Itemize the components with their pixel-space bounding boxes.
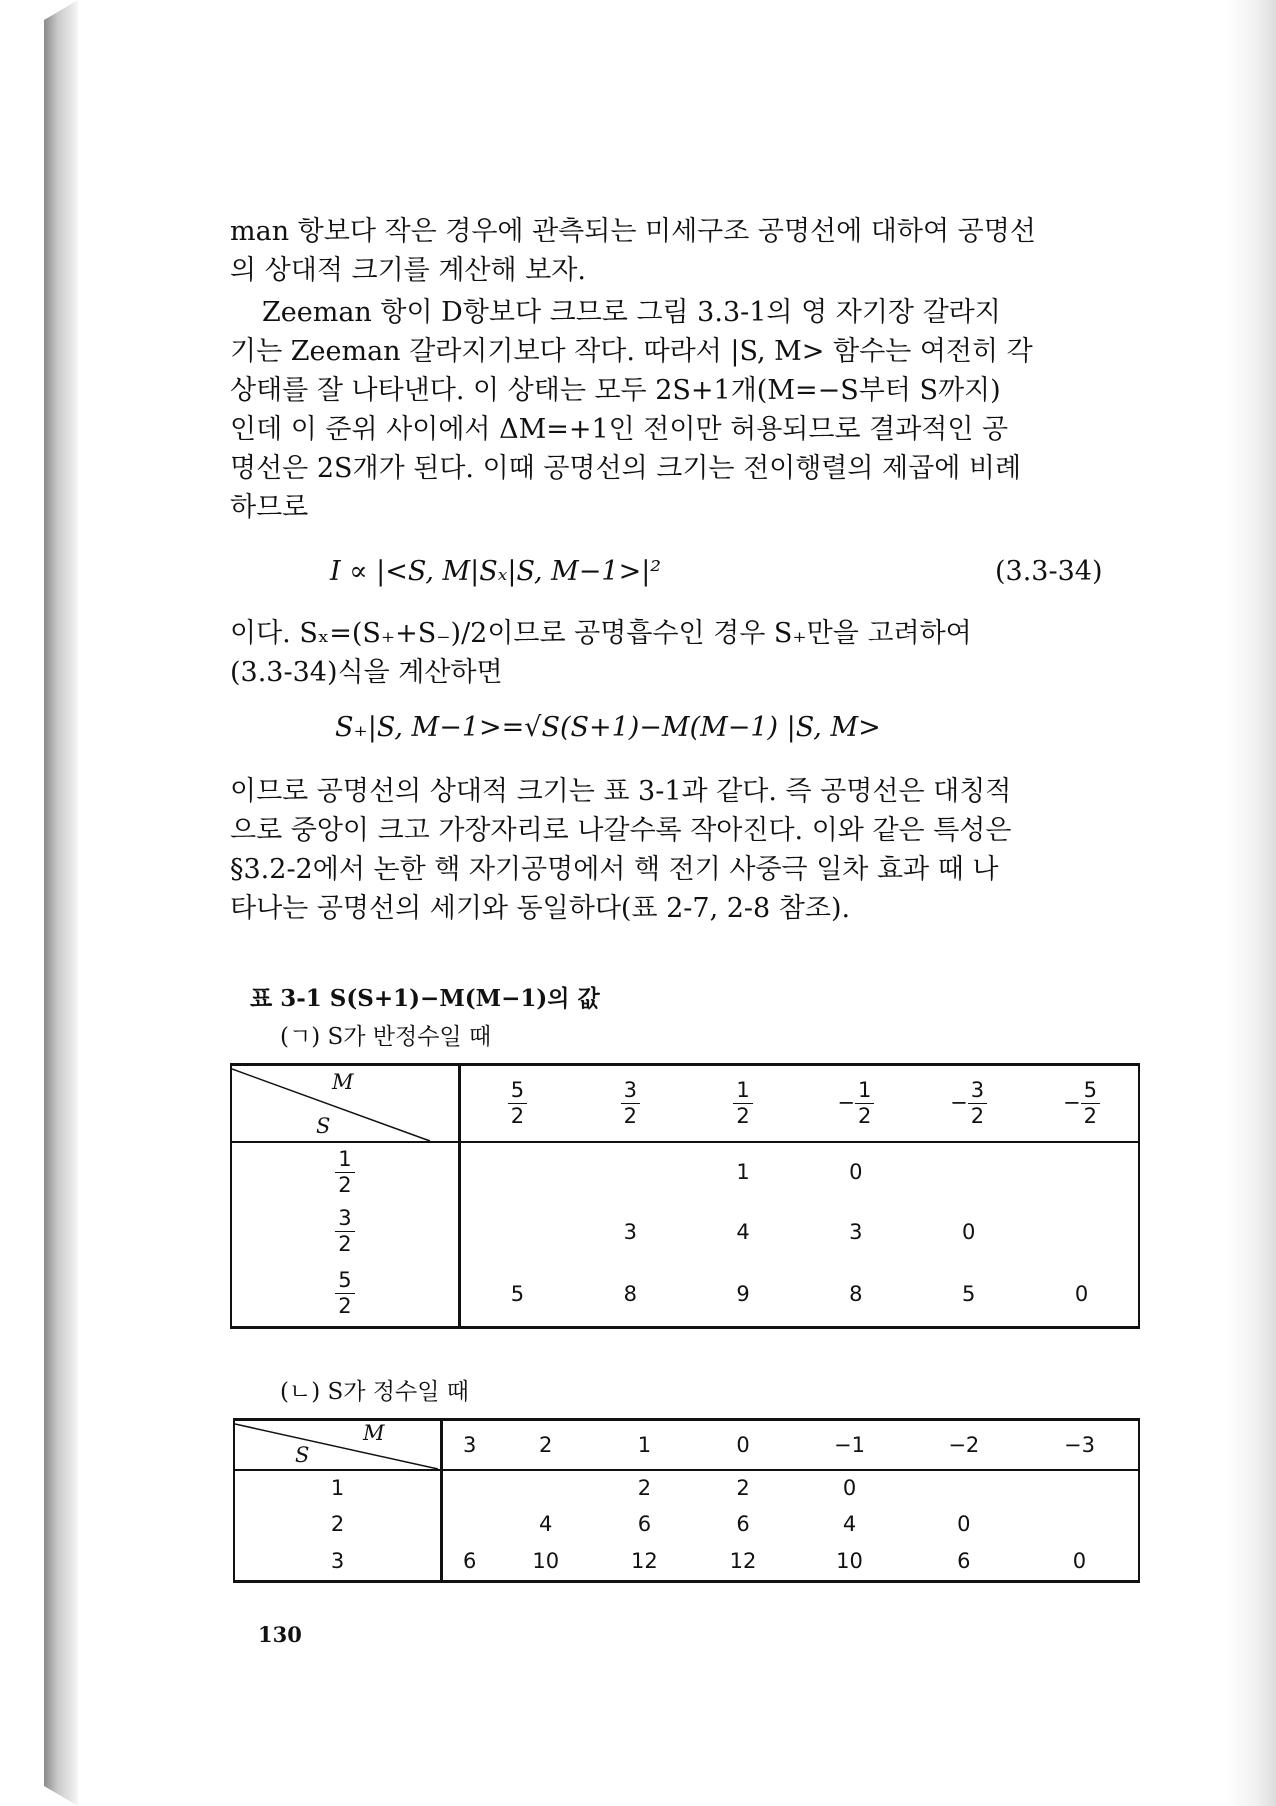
- equation-3-3-34: I ∝ |<S, M|Sₓ|S, M−1>|²: [330, 556, 662, 587]
- table-cell: [459, 1142, 573, 1202]
- table-cell: 0: [961, 1219, 976, 1244]
- fraction-den: 2: [510, 1103, 525, 1128]
- fraction: [968, 1077, 987, 1128]
- table-row: [231, 1262, 1139, 1328]
- fraction-den: 2: [857, 1103, 872, 1128]
- table-cell: 4: [842, 1511, 857, 1536]
- table-row: [234, 1542, 1139, 1582]
- table-b-row-header: 3: [234, 1542, 442, 1582]
- table-row: [234, 1506, 1139, 1542]
- paragraph-2: [230, 293, 1136, 527]
- table-a-col-header: [574, 1065, 687, 1142]
- book-spine-shadow: [44, 0, 78, 1806]
- table-b-m-label: M: [363, 1421, 385, 1445]
- table-cell: 8: [623, 1281, 637, 1306]
- table-a-col-header: [912, 1065, 1025, 1142]
- paragraph-3-line: 이다. Sₓ=(S₊+S₋)/2이므로 공명흡수인 경우 S₊만을 고려하여: [230, 618, 972, 649]
- table-cell: 4: [736, 1219, 750, 1244]
- table-caption: 표 3-1 S(S+1)−M(M−1)의 값: [250, 985, 600, 1012]
- minus-sign: −: [837, 1090, 855, 1115]
- table-cell: [442, 1470, 497, 1506]
- table-b-col-header: −3: [1021, 1420, 1139, 1470]
- fraction: [733, 1077, 752, 1128]
- table-row: [231, 1202, 1139, 1262]
- table-cell: [574, 1142, 687, 1202]
- table-cell: 0: [1025, 1262, 1139, 1328]
- table-cell: [442, 1506, 497, 1542]
- fraction-den: 2: [623, 1103, 637, 1128]
- table-cell: 6: [637, 1511, 652, 1536]
- table-b-col-header: 3: [463, 1432, 477, 1457]
- diagonal-line: [235, 1421, 440, 1471]
- fraction-num: 1: [335, 1149, 354, 1173]
- table-row: [234, 1470, 1139, 1506]
- table-cell: 12: [631, 1548, 658, 1573]
- paragraph-4-line: §3.2-2에서 논한 핵 자기공명에서 핵 전기 사중극 일차 효과 때 나: [230, 854, 999, 885]
- fraction-num: 3: [968, 1080, 987, 1104]
- table-a-subtitle: (ㄱ) S가 반정수일 때: [280, 1024, 492, 1050]
- table-cell: 6: [463, 1548, 477, 1573]
- table-cell: 10: [532, 1548, 560, 1573]
- fraction-num: 5: [508, 1080, 527, 1104]
- fraction-den: 2: [736, 1103, 750, 1128]
- table-a-col-header: [799, 1065, 912, 1142]
- paragraph-3-line: (3.3-34)식을 계산하면: [230, 657, 503, 688]
- table-a-row-header: [231, 1202, 459, 1262]
- table-a-s-label: S: [316, 1114, 331, 1138]
- table-cell: 5: [510, 1281, 525, 1306]
- table-cell: [1021, 1470, 1139, 1506]
- table-a-row-header: [231, 1142, 459, 1202]
- fraction: [508, 1077, 527, 1128]
- minus-sign: −: [950, 1090, 968, 1115]
- equation-raising-operator: S₊|S, M−1>=√S(S+1)−M(M−1) |S, M>: [335, 712, 881, 743]
- fraction: [335, 1146, 354, 1197]
- table-cell: 9: [736, 1281, 750, 1306]
- fraction-num: 5: [335, 1270, 354, 1294]
- table-cell: [1025, 1202, 1139, 1262]
- table-b-col-header: −2: [948, 1432, 980, 1457]
- table-b-col-header: −1: [834, 1432, 865, 1457]
- table-cell: 0: [1021, 1542, 1139, 1582]
- page-edge-shadow: [1226, 0, 1276, 1806]
- table-b-row-header: 2: [234, 1506, 442, 1542]
- table-cell: 8: [849, 1281, 863, 1306]
- paragraph-2-line: 명선은 2S개가 된다. 이때 공명선의 크기는 전이행렬의 제곱에 비례: [230, 453, 1022, 484]
- paragraph-1-line: 의 상대적 크기를 계산해 보자.: [230, 255, 586, 286]
- table-a-row-header: [231, 1262, 459, 1328]
- fraction: [621, 1077, 640, 1128]
- table-cell: 2: [637, 1476, 652, 1500]
- table-b: [233, 1418, 1140, 1583]
- paragraph-2-line: 인데 이 준위 사이에서 ΔM=+1인 전이만 허용되므로 결과적인 공: [230, 414, 1009, 445]
- table-a-col-header: [1025, 1065, 1139, 1142]
- table-cell: 6: [736, 1511, 750, 1536]
- table-cell: 3: [849, 1219, 863, 1244]
- table-a-m-label: M: [332, 1070, 354, 1094]
- paragraph-2-line: Zeeman 항이 D항보다 크므로 그림 3.3-1의 영 자기장 갈라지: [262, 297, 1001, 328]
- table-cell: [1025, 1142, 1139, 1202]
- table-cell: [1021, 1506, 1139, 1542]
- table-cell: [459, 1202, 573, 1262]
- fraction: [855, 1077, 874, 1128]
- paragraph-3: [230, 614, 1136, 692]
- table-a-col-header: [459, 1065, 573, 1142]
- fraction-den: 2: [338, 1232, 352, 1256]
- table-cell: [912, 1142, 1025, 1202]
- table-cell: 3: [623, 1219, 637, 1244]
- paragraph-4-line: 타나는 공명선의 세기와 동일하다(표 2-7, 2-8 참조).: [230, 893, 851, 924]
- fraction-num: 3: [621, 1080, 640, 1104]
- fraction-num: 1: [733, 1080, 752, 1104]
- table-b-col-header: 2: [539, 1432, 553, 1457]
- table-b-col-header: 1: [637, 1432, 652, 1457]
- table-b-col-header: 0: [736, 1432, 750, 1457]
- table-b-subtitle: (ㄴ) S가 정수일 때: [280, 1379, 469, 1405]
- fraction: [335, 1270, 354, 1317]
- fraction-den: 2: [338, 1172, 352, 1197]
- fraction-num: 1: [855, 1080, 874, 1104]
- table-row: [231, 1142, 1139, 1202]
- table-cell: [496, 1470, 595, 1506]
- page-number: 130: [258, 1622, 302, 1647]
- paragraph-2-line: 하므로: [230, 492, 309, 523]
- table-cell: 5: [961, 1281, 976, 1306]
- paragraph-4: [230, 772, 1136, 928]
- table-cell: 0: [842, 1476, 857, 1500]
- fraction-num: 3: [335, 1208, 354, 1232]
- table-cell: 2: [736, 1476, 750, 1500]
- table-cell: 10: [836, 1548, 863, 1573]
- table-cell: 4: [539, 1511, 553, 1536]
- table-cell: 6: [957, 1548, 971, 1573]
- table-b-row-header: 1: [234, 1470, 442, 1506]
- table-cell: [907, 1470, 1021, 1506]
- table-cell: 0: [957, 1511, 971, 1536]
- table-b-s-label: S: [295, 1443, 310, 1467]
- fraction: [335, 1208, 354, 1255]
- fraction-num: 5: [1081, 1080, 1100, 1104]
- table-a-corner: [231, 1065, 459, 1142]
- minus-sign: −: [1063, 1090, 1081, 1115]
- table-cell: 1: [736, 1160, 750, 1184]
- table-a-col-header: [687, 1065, 800, 1142]
- paragraph-1: [230, 212, 1136, 290]
- table-a: [230, 1063, 1140, 1329]
- paragraph-2-line: 기는 Zeeman 갈라지기보다 작다. 따라서 |S, M> 함수는 여전히 각: [230, 336, 1033, 367]
- paragraph-2-line: 상태를 잘 나타낸다. 이 상태는 모두 2S+1개(M=−S부터 S까지): [230, 375, 1001, 406]
- paragraph-1-line: man 항보다 작은 경우에 관측되는 미세구조 공명선에 대하여 공명선: [230, 216, 1036, 247]
- equation-number: (3.3-34): [995, 556, 1103, 587]
- paragraph-4-line: 으로 중앙이 크고 가장자리로 나갈수록 작아진다. 이와 같은 특성은: [230, 815, 1012, 846]
- fraction-den: 2: [1083, 1103, 1097, 1128]
- table-cell: 12: [729, 1548, 757, 1573]
- paragraph-4-line: 이므로 공명선의 상대적 크기는 표 3-1과 같다. 즉 공명선은 대칭적: [230, 776, 1012, 807]
- table-cell: 0: [849, 1160, 863, 1184]
- fraction-den: 2: [970, 1103, 985, 1128]
- fraction: [1081, 1077, 1100, 1128]
- table-b-corner: [234, 1420, 442, 1470]
- fraction-den: 2: [338, 1294, 352, 1319]
